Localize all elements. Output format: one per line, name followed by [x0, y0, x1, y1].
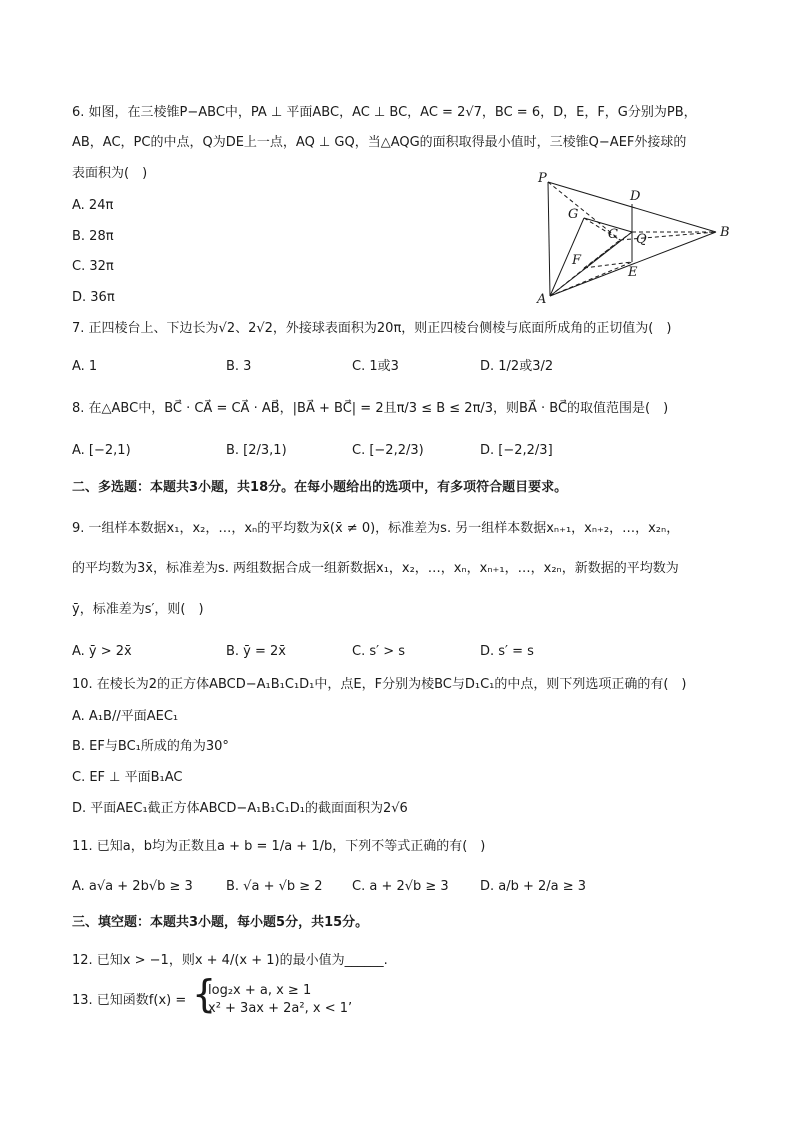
q11-option-c: C. a + 2√b ≥ 3: [352, 879, 449, 894]
q8-option-c: C. [−2,2/3): [352, 443, 424, 458]
q12-line-1: 12. 已知x > −1，则x + 4/(x + 1)的最小值为______.: [72, 953, 388, 968]
q10-option-c: C. EF ⊥ 平面B₁AC: [72, 770, 183, 785]
edge-CB: [620, 232, 716, 240]
q7-option-c: C. 1或3: [352, 359, 399, 374]
label-B: B: [720, 225, 730, 240]
q9-line-2: 的平均数为3x̄，标准差为s. 两组数据合成一组新数据x₁，x₂，…，xₙ，xₙ₊₁，…，x₂ₙ，新数据的平均数为: [72, 561, 679, 576]
q6-option-b: B. 28π: [72, 229, 114, 244]
section-3-heading: 三、填空题：本题共3小题，每小题5分，共15分。: [72, 915, 369, 930]
q11-line-1: 11. 已知a，b均为正数且a + b = 1/a + 1/b，下列不等式正确的有( ): [72, 839, 486, 854]
q10-option-b: B. EF与BC₁所成的角为30°: [72, 739, 229, 754]
label-D: D: [630, 189, 641, 204]
q9-option-b: B. ȳ = 2x̄: [226, 644, 286, 659]
label-G: G: [568, 207, 579, 222]
q9-line-3: ȳ，标准差为s′，则( ): [72, 602, 204, 617]
label-C: C: [608, 227, 618, 242]
q11-option-d: D. a/b + 2/a ≥ 3: [480, 879, 587, 894]
q6-line-2: AB，AC，PC的中点，Q为DE上一点，AQ ⊥ GQ，当△AQG的面积取得最小值时，三棱锥Q−AEF外接球的: [72, 135, 687, 150]
q8-option-d: D. [−2,2/3]: [480, 443, 553, 458]
q10-option-a: A. A₁B//平面AEC₁: [72, 709, 179, 724]
q6-option-c: C. 32π: [72, 259, 114, 274]
q13-case-1: log₂x + a, x ≥ 1: [208, 983, 312, 998]
q6-line-3: 表面积为( ): [72, 166, 148, 181]
label-A: A: [537, 292, 547, 307]
q8-line-1: 8. 在△ABC中，BC⃗ · CA⃗ = CA⃗ · AB⃗，|BA⃗ + BC⃗| = 2且π/3 ≤ B ≤ 2π/3，则BA⃗ · BC⃗的取值范围是( ): [72, 401, 669, 416]
q7-option-a: A. 1: [72, 359, 98, 374]
q7-option-d: D. 1/2或3/2: [480, 359, 554, 374]
q7-line-1: 7. 正四棱台上、下边长为√2、2√2，外接球表面积为20π，则正四棱台侧棱与底面所成角的正切值为( ): [72, 321, 672, 336]
q13-brace: {: [192, 972, 217, 1016]
q11-option-a: A. a√a + 2b√b ≥ 3: [72, 879, 193, 894]
q9-option-d: D. s′ = s: [480, 644, 534, 659]
q10-line-1: 10. 在棱长为2的正方体ABCD−A₁B₁C₁D₁中，点E，F分别为棱BC与D₁C₁的中点，则下列选项正确的有( ): [72, 677, 687, 692]
q9-option-a: A. ȳ > 2x̄: [72, 644, 132, 659]
label-F: F: [572, 253, 582, 268]
label-Q: Q: [636, 232, 647, 247]
pyramid-figure: [528, 166, 738, 312]
q8-option-a: A. [−2,1): [72, 443, 131, 458]
q13-case-2: x² + 3ax + 2a², x < 1’: [208, 1001, 353, 1016]
section-2-heading: 二、多选题：本题共3小题，共18分。在每小题给出的选项中，有多项符合题目要求。: [72, 480, 568, 495]
label-P: P: [538, 171, 547, 186]
q10-option-d: D. 平面AEC₁截正方体ABCD−A₁B₁C₁D₁的截面面积为2√6: [72, 801, 408, 816]
q11-option-b: B. √a + √b ≥ 2: [226, 879, 323, 894]
q6-line-1: 6. 如图，在三棱锥P−ABC中，PA ⊥ 平面ABC，AC ⊥ BC，AC = 2√7，BC = 6，D，E，F，G分别为PB，: [72, 105, 697, 120]
edge-PA: [548, 182, 550, 296]
q13-prefix: 13. 已知函数f(x) =: [72, 993, 187, 1008]
q6-option-a: A. 24π: [72, 198, 114, 213]
q7-option-b: B. 3: [226, 359, 252, 374]
q9-line-1: 9. 一组样本数据x₁，x₂，…，xₙ的平均数为x̄(x̄ ≠ 0)，标准差为s. 另一组样本数据xₙ₊₁，xₙ₊₂，…，x₂ₙ，: [72, 521, 680, 536]
q9-option-c: C. s′ > s: [352, 644, 405, 659]
q8-option-b: B. [2/3,1): [226, 443, 287, 458]
q6-option-d: D. 36π: [72, 290, 115, 305]
label-E: E: [628, 265, 638, 280]
